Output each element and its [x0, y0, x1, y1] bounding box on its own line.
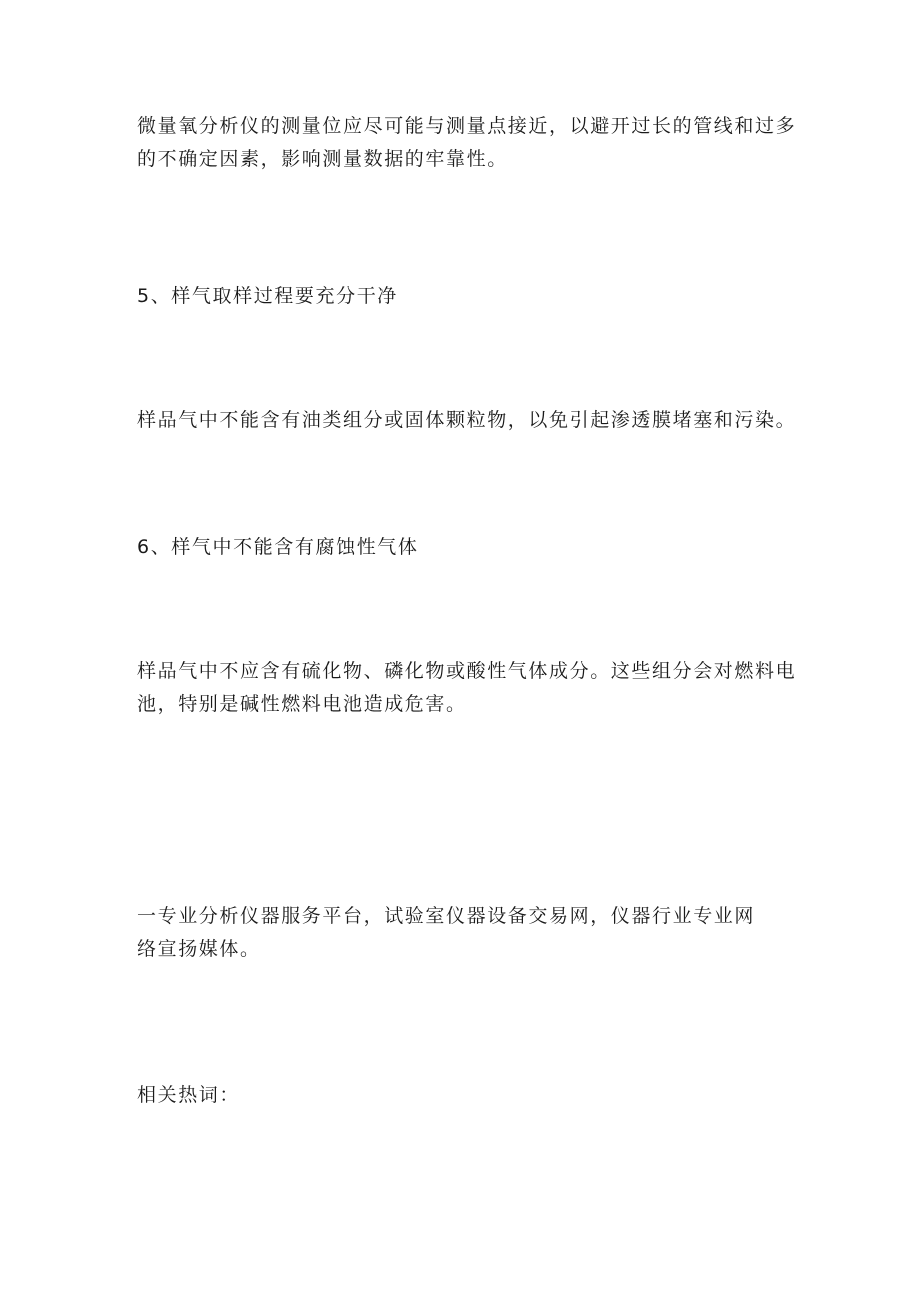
paragraph-sample-clean: 样品气中不能含有油类组分或固体颗粒物，以免引起渗透膜堵塞和污染。 — [137, 409, 797, 431]
section-heading-5: 5、样气取样过程要充分干净 — [137, 285, 398, 307]
section-heading-6: 6、样气中不能含有腐蚀性气体 — [137, 536, 419, 558]
paragraph-measurement-position: 微量氧分析仪的测量位应尽可能与测量点接近，以避开过长的管线和过多的不确定因素，影响测量数据的牢靠性。 — [137, 115, 797, 170]
paragraph-platform-intro: 一专业分析仪器服务平台，试验室仪器设备交易网，仪器行业专业网络宣扬媒体。 — [137, 905, 756, 960]
related-keywords-label: 相关热词： — [137, 1084, 241, 1106]
paragraph-corrosive-gas: 样品气中不应含有硫化物、磷化物或酸性气体成分。这些组分会对燃料电池，特别是碱性燃料电池造成危害。 — [137, 660, 797, 715]
